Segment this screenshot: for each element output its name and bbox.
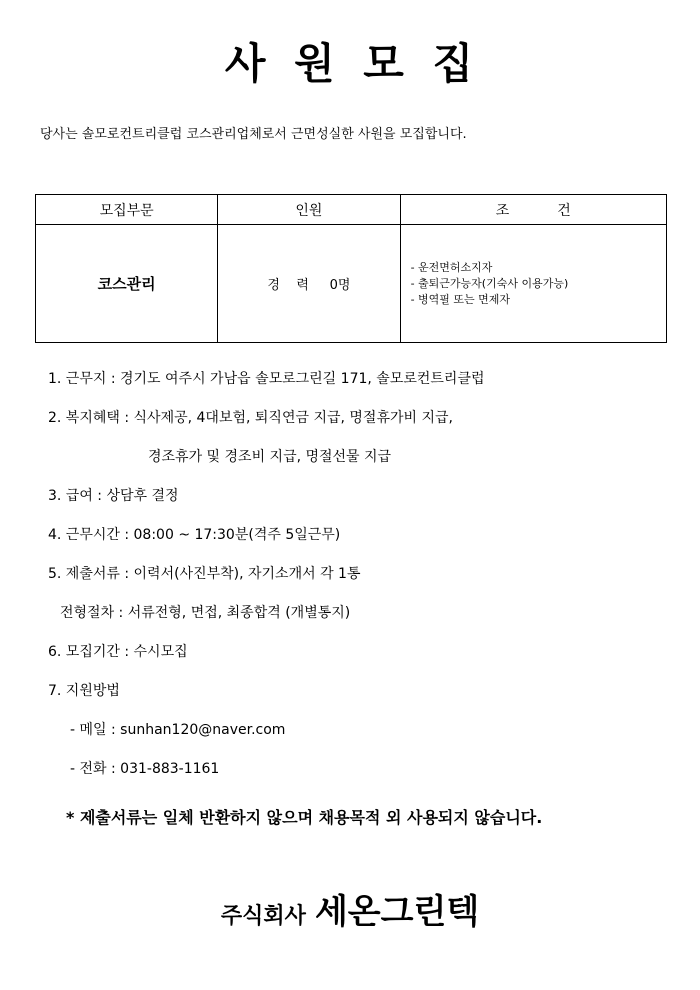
item-work-hours: 4. 근무시간 : 08:00 ~ 17:30분(격주 5일근무) bbox=[48, 527, 341, 543]
table-header-row bbox=[36, 195, 667, 225]
condition-item: - 운전면허소지자 bbox=[410, 260, 493, 274]
item-period: 6. 모집기간 : 수시모집 bbox=[48, 644, 188, 660]
intro-text: 당사는 솔모로컨트리클럽 코스관리업체로서 근면성실한 사원을 모집합니다. bbox=[40, 127, 467, 142]
department-cell: 코스관리 bbox=[36, 225, 218, 343]
company-name bbox=[0, 890, 700, 940]
header-headcount: 인원 bbox=[218, 195, 400, 225]
details-list bbox=[48, 366, 668, 795]
company-brand: 세온그린텍 bbox=[314, 892, 480, 932]
item-salary: 3. 급여 : 상담후 결정 bbox=[48, 488, 179, 504]
page-title: 사 원 모 집 bbox=[224, 39, 476, 88]
item-benefits-continued: 경조휴가 및 경조비 지급, 명절선물 지급 bbox=[148, 449, 392, 465]
item-documents: 5. 제출서류 : 이력서(사진부착), 자기소개서 각 1통 bbox=[48, 566, 361, 582]
item-email: - 메일 : sunhan120@naver.com bbox=[70, 722, 286, 738]
item-selection-process: 전형절차 : 서류전형, 면접, 최종합격 (개별통지) bbox=[60, 605, 351, 621]
table-row bbox=[36, 225, 667, 343]
headcount-cell: 경 력 0명 bbox=[218, 225, 400, 343]
condition-item: - 출퇴근가능자(기숙사 이용가능) bbox=[410, 276, 569, 290]
recruitment-table bbox=[35, 194, 667, 343]
notice-text: * 제출서류는 일체 반환하지 않으며 채용목적 외 사용되지 않습니다. bbox=[66, 808, 543, 827]
header-conditions: 조건 bbox=[400, 195, 666, 225]
item-workplace: 1. 근무지 : 경기도 여주시 가남읍 솔모로그린길 171, 솔모로컨트리클럽 bbox=[48, 371, 485, 387]
item-application-method: 7. 지원방법 bbox=[48, 683, 120, 699]
conditions-cell bbox=[400, 225, 666, 343]
condition-item: - 병역필 또는 면제자 bbox=[410, 292, 511, 306]
item-phone: - 전화 : 031-883-1161 bbox=[70, 761, 220, 777]
header-department: 모집부문 bbox=[36, 195, 218, 225]
company-prefix: 주식회사 bbox=[220, 904, 306, 929]
conditions-list bbox=[401, 260, 666, 308]
item-benefits: 2. 복지혜택 : 식사제공, 4대보험, 퇴직연금 지급, 명절휴가비 지급, bbox=[48, 410, 453, 426]
